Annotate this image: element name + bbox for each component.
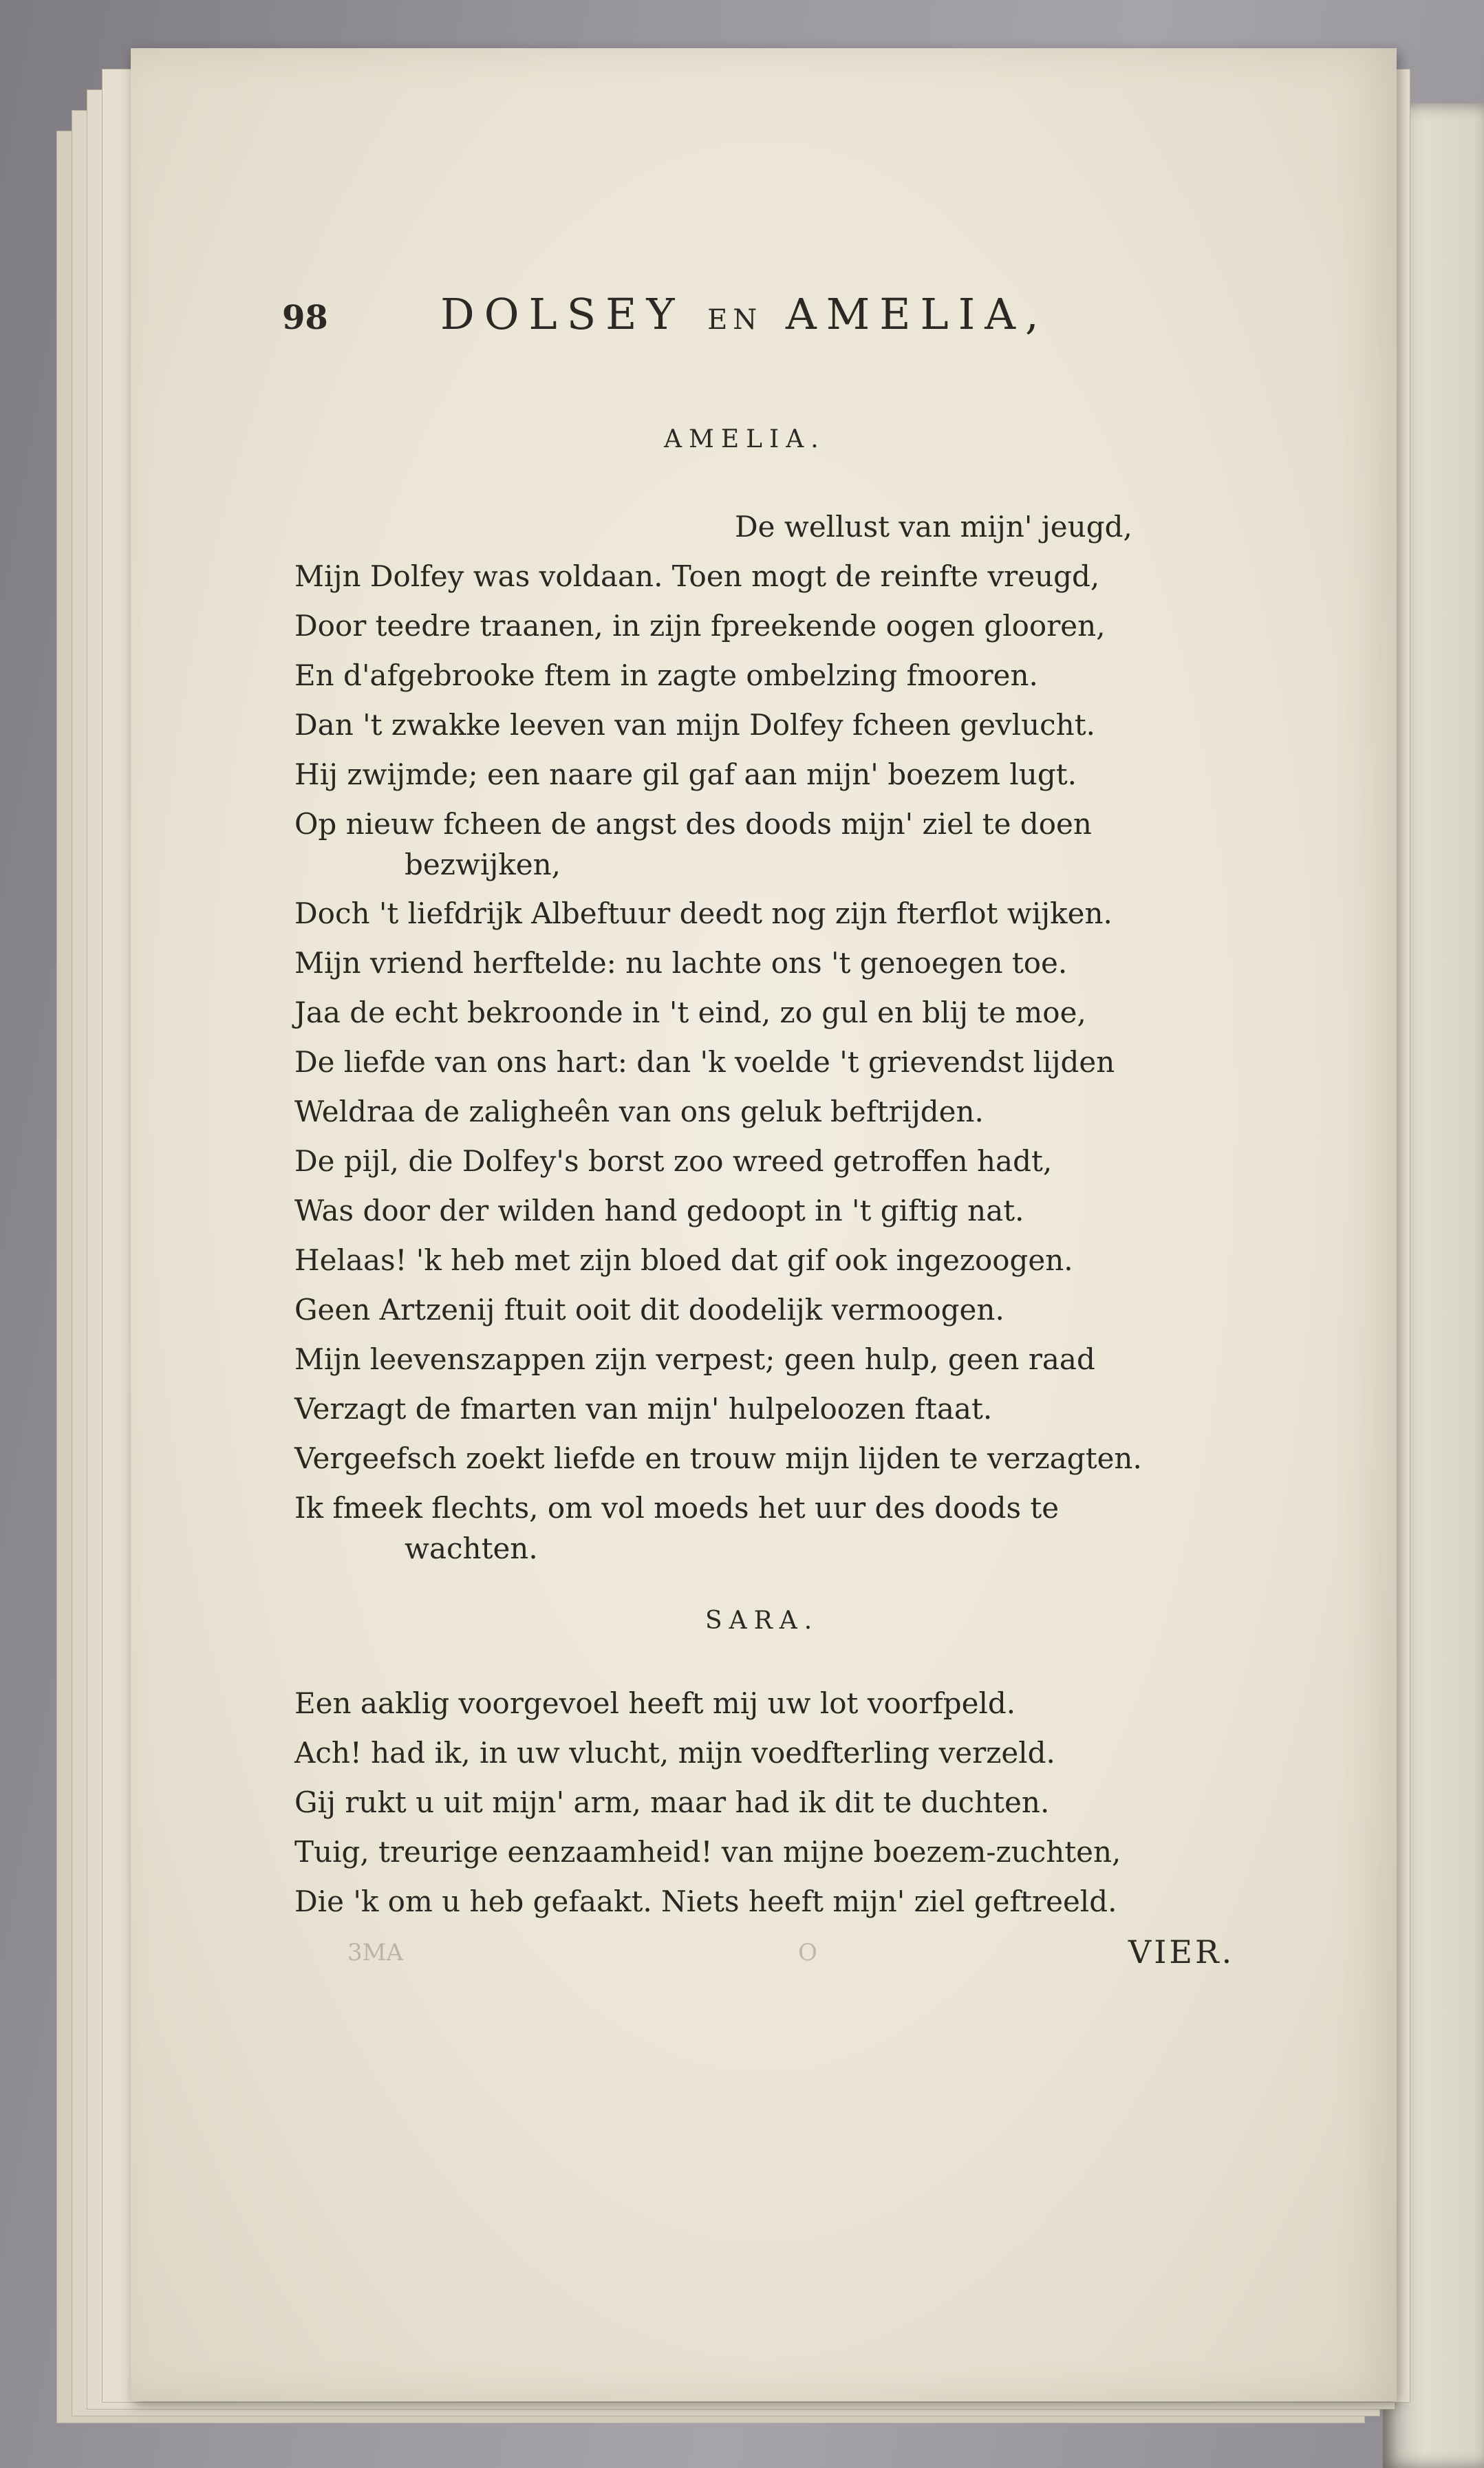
verse-line: Die 'k om u heb gefaakt. Niets heeft mijn' ziel geftreeld. xyxy=(294,1885,1117,1918)
catchword: VIER. xyxy=(1128,1933,1235,1971)
title-part-1: DOLSEY xyxy=(440,289,685,339)
verse-line: Was door der wilden hand gedoopt in 't giftig nat. xyxy=(294,1194,1024,1227)
verse-line: Doch 't liefdrijk Albeftuur deedt nog zijn fterflot wijken. xyxy=(294,897,1112,930)
show-through-text xyxy=(1355,433,1484,2016)
verse-line: Vergeefsch zoekt liefde en trouw mijn lijden te verzagten. xyxy=(294,1441,1142,1475)
verse-block xyxy=(294,1679,1244,1927)
verse-line: Weldraa de zaligheên van ons geluk beftrijden. xyxy=(294,1095,984,1128)
verse-line-continuation: wachten. xyxy=(405,1532,538,1565)
verse-line: Door teedre traanen, in zijn fpreekende oogen glooren, xyxy=(294,609,1106,643)
verse-line: Mijn vriend herftelde: nu lachte ons 't genoegen toe. xyxy=(294,946,1068,980)
verse-line: Een aaklig voorgevoel heeft mij uw lot voorfpeld. xyxy=(294,1686,1016,1720)
verse-line: Geen Artzenij ftuit ooit dit doodelijk vermoogen. xyxy=(294,1293,1004,1327)
verse-line: Gij rukt u uit mijn' arm, maar had ik dit te duchten. xyxy=(294,1785,1050,1819)
verse-line: Tuig, treurige eenzaamheid! van mijne boezem-zuchten, xyxy=(294,1835,1121,1869)
verse-line: Hij zwijmde; een naare gil gaf aan mijn' boezem lugt. xyxy=(294,758,1077,791)
verse-line: Verzagt de fmarten van mijn' hulpeloozen ftaat. xyxy=(294,1392,993,1426)
verse-line: En d'afgebrooke ftem in zagte ombelzing fmooren. xyxy=(294,658,1038,692)
verse-line: Ach! had ik, in uw vlucht, mijn voedfterling verzeld. xyxy=(294,1736,1055,1770)
title-part-2: AMELIA, xyxy=(786,289,1049,339)
verse-block xyxy=(294,502,1244,1573)
running-title xyxy=(440,289,1049,339)
verse-line: Dan 't zwakke leeven van mijn Dolfey fcheen gevlucht. xyxy=(294,708,1095,742)
speaker-heading: SARA. xyxy=(705,1607,819,1635)
page-number: 98 xyxy=(282,299,328,337)
running-header xyxy=(282,289,1245,351)
verse-line-continuation: bezwijken, xyxy=(405,848,561,881)
verse-line: Mijn leevenszappen zijn verpest; geen hulp, geen raad xyxy=(294,1342,1095,1376)
signature-mark: O xyxy=(798,1939,817,1966)
verse-line: Mijn Dolfey was voldaan. Toen mogt de reinfte vreugd, xyxy=(294,559,1100,593)
verse-line: De pijl, die Dolfey's borst zoo wreed getroffen hadt, xyxy=(294,1144,1053,1178)
verse-line: De wellust van mijn' jeugd, xyxy=(735,510,1132,544)
verse-line: Jaa de echt bekroonde in 't eind, zo gul en blij te moe, xyxy=(294,996,1086,1029)
speaker-heading: AMELIA. xyxy=(664,425,826,453)
verse-line: Ik fmeek flechts, om vol moeds het uur des doods te xyxy=(294,1491,1060,1525)
verse-line: De liefde van ons hart: dan 'k voelde 't grievendst lijden xyxy=(294,1045,1115,1079)
signature-mark: 3MA xyxy=(347,1939,403,1966)
verse-line: Helaas! 'k heb met zijn bloed dat gif ook ingezoogen. xyxy=(294,1243,1073,1277)
verse-line: Op nieuw fcheen de angst des doods mijn' ziel te doen xyxy=(294,807,1092,841)
title-conjunction: EN xyxy=(707,304,763,336)
